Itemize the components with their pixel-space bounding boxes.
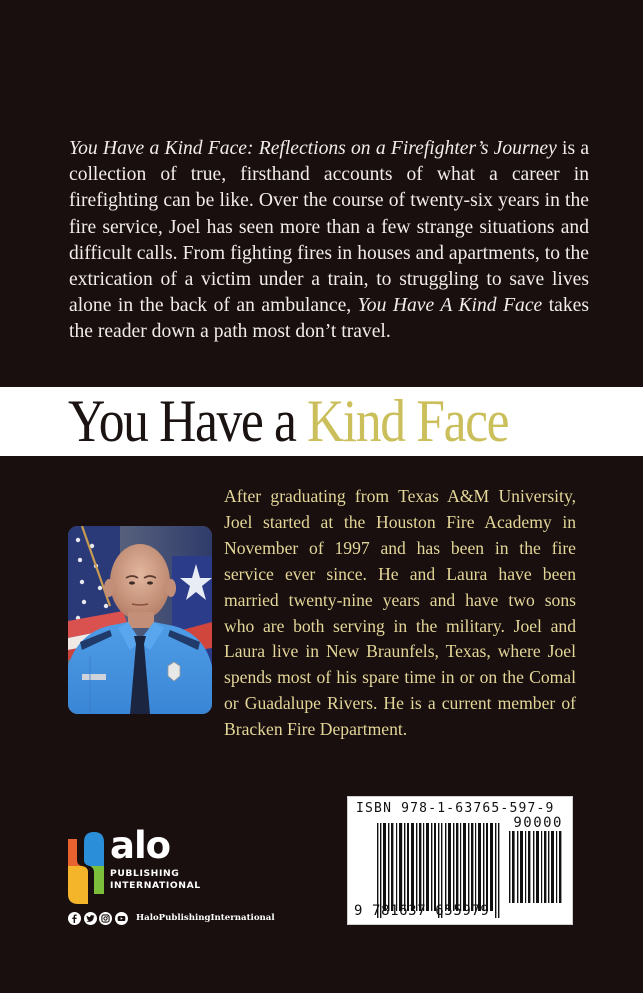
facebook-icon[interactable] bbox=[68, 912, 81, 925]
author-portrait-image bbox=[68, 526, 212, 714]
social-handle: HaloPublishingInternational bbox=[136, 913, 275, 923]
logo-wordmark: alo bbox=[110, 824, 171, 867]
isbn-label: ISBN 978-1-63765-597-9 bbox=[356, 801, 555, 816]
social-links bbox=[68, 910, 275, 926]
synopsis-text-1: is a collection of true, firsthand accounts of what a career in firefighting can be like. Over the course of twenty-six years in the fire service, Joel has seen more than a few strange situations and difficult calls. From fighting fires in houses and apartments, to the extrication of a victim under a train, to struggling to save lives alone in the back of an ambulance, bbox=[69, 138, 590, 317]
synopsis-book-title: You Have a Kind Face: Reflections on a Firefighter’s Journey bbox=[69, 138, 557, 159]
logo-subtitle bbox=[110, 868, 201, 892]
book-title bbox=[68, 389, 508, 453]
isbn-barcode bbox=[347, 796, 573, 925]
author-photo bbox=[68, 526, 212, 714]
twitter-icon[interactable] bbox=[84, 912, 97, 925]
halo-h-logo-icon bbox=[66, 830, 106, 906]
author-bio: After graduating from Texas A&M University, Joel started at the Houston Fire Academy in November of 1997 and has been in the fire service ever since. He and Laura have been married twenty-nine years and have two sons who are both serving in the military. Joel and Laura live in New Braunfels, Texas, where Joel spends most of his spare time in or on the Comal or Guadalupe Rivers. He is a current member of Bracken Fire Department. bbox=[224, 486, 576, 740]
publisher-logo[interactable] bbox=[66, 824, 216, 906]
book-title-dark: You Have a bbox=[68, 388, 308, 454]
barcode-addon-number: 90000 bbox=[513, 815, 563, 831]
title-band bbox=[0, 387, 643, 456]
book-title-accent: Kind Face bbox=[307, 388, 509, 454]
barcode-ean-number: 9 781637 655979 bbox=[354, 903, 490, 919]
logo-subtitle-line2: INTERNATIONAL bbox=[110, 880, 201, 891]
youtube-icon[interactable] bbox=[115, 912, 128, 925]
synopsis-text-2: takes the reader down a path most don’t travel. bbox=[69, 295, 589, 343]
synopsis-paragraph bbox=[69, 136, 589, 346]
instagram-icon[interactable] bbox=[99, 912, 112, 925]
logo-subtitle-line1: PUBLISHING bbox=[110, 868, 180, 879]
synopsis-book-title-2: You Have A Kind Face bbox=[357, 295, 543, 317]
